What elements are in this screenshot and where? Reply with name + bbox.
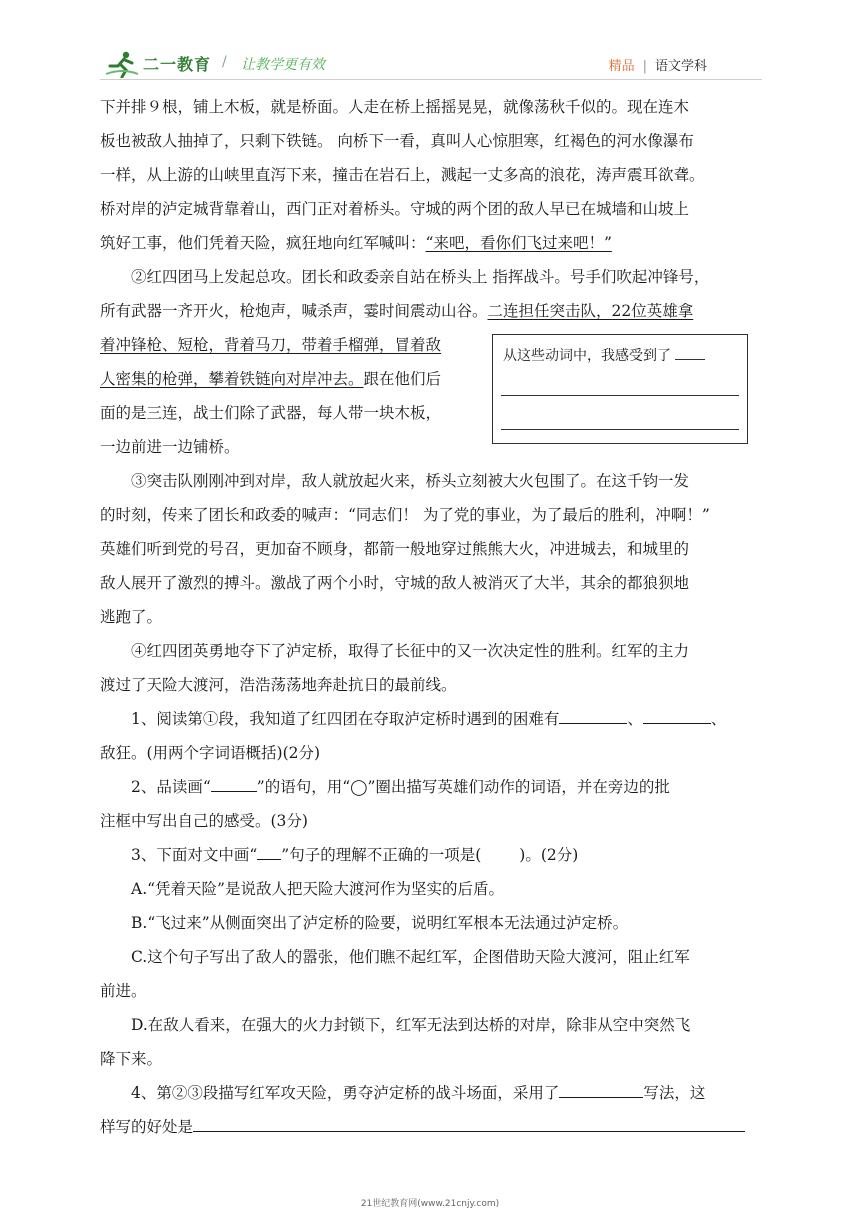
underline-sample (211, 777, 257, 792)
question-text: )。(2分) (519, 846, 579, 864)
text-segment: 所有武器一齐开火，枪炮声，喊杀声，霎时间震动山谷。 (100, 302, 488, 320)
question-4 (100, 1076, 762, 1110)
header-rule (100, 79, 762, 80)
text-line: 一样，从上游的山峡里直泻下来，撞击在岩石上，溅起一丈多高的浪花，涛声震耳欲聋。 (100, 166, 705, 184)
text-segment: 筑好工事，他们凭着天险，疯狂地向红军喊叫： (100, 234, 426, 252)
document-body (100, 90, 762, 1144)
page-footer: 21世纪教育网(www.21cnjy.com) (360, 1199, 500, 1209)
annotation-write-line[interactable] (501, 395, 739, 396)
question-3 (100, 838, 762, 872)
subject-label: 语文学科 (654, 59, 707, 74)
logo-text: 二一教育 (143, 55, 212, 74)
annotation-label: 从这些动词中，我感受到了 (503, 348, 671, 364)
separator: 、 (627, 710, 643, 728)
answer-blank[interactable] (643, 709, 711, 724)
text-line (100, 328, 480, 362)
text-line: 逃跑了。 (100, 608, 163, 626)
question-text: 写法，这 (643, 1084, 706, 1102)
question-text: 敌狂。(用两个字词语概括)(2分) (100, 744, 321, 762)
text-line (100, 294, 762, 328)
text-line: 的时刻，传来了团长和政委的喊声：“同志们！ 为了党的事业，为了最后的胜利，冲啊！” (100, 506, 710, 524)
question-2 (100, 770, 762, 804)
question-text: 样写的好处是 (100, 1118, 194, 1136)
text-line: 一边前进一边铺桥。 (100, 438, 240, 456)
text-line: ③突击队刚刚冲到对岸，敌人就放起火来，桥头立刻被大火包围了。在这千钧一发 (131, 472, 690, 490)
annotation-blank[interactable] (675, 347, 705, 360)
text-line: ②红四团马上发起总攻。团长和政委亲自站在桥头上 指挥战斗。号手们吹起冲锋号， (131, 268, 710, 286)
paragraph-3 (100, 464, 762, 634)
option-c[interactable]: C.这个句子写出了敌人的嚣张，他们瞧不起红军，企图借助天险大渡河，阻止红军 (131, 948, 690, 966)
text-line: 英雄们听到党的号召，更加奋不顾身，都箭一般地穿过熊熊大火，冲进城去，和城里的 (100, 540, 690, 558)
text-line: ④红四团英勇地夺下了泸定桥，取得了长征中的又一次决定性的胜利。红军的主力 (131, 642, 690, 660)
text-line: 桥对岸的泸定城背靠着山，西门正对着桥头。守城的两个团的敌人早已在城墙和山坡上 (100, 200, 690, 218)
annotated-block (100, 328, 762, 464)
question-text: 1、阅读第①段，我知道了红四团在夺取泸定桥时遇到的困难有 (131, 710, 560, 728)
header-divider: | (642, 59, 647, 74)
underline-sample (257, 845, 281, 860)
slogan: 让教学更有效 (241, 57, 325, 73)
page-header (0, 0, 860, 88)
text-line (100, 226, 762, 260)
option-b[interactable]: B.“飞过来”从侧面突出了泸定桥的险要，说明红军根本无法通过泸定桥。 (131, 914, 629, 932)
underlined-quote: “来吧，看你们飞过来吧！” (425, 234, 612, 252)
paragraph-1 (100, 90, 762, 260)
answer-blank[interactable] (193, 1117, 745, 1132)
question-1 (100, 702, 762, 736)
question-4-cont (100, 1110, 762, 1144)
text-segment: 跟在他们后 (363, 370, 442, 388)
runner-logo-icon (104, 50, 140, 78)
text-line: 板也被敌人抽掉了，只剩下铁链。 向桥下一看，真叫人心惊胆寒，红褐色的河水像瀑布 (100, 132, 694, 150)
question-text: ”句子的理解不正确的一项是( (281, 846, 482, 864)
paragraph-2 (100, 260, 762, 464)
question-text: 2、品读画“ (131, 778, 211, 796)
slogan-separator: / (222, 54, 227, 70)
annotation-prompt (503, 345, 737, 367)
paragraph-4 (100, 634, 762, 702)
answer-blank[interactable] (559, 709, 627, 724)
separator: 、 (710, 710, 727, 728)
answer-blank[interactable] (559, 1083, 643, 1098)
option-c-cont: 前进。 (100, 982, 147, 1000)
question-text: ”的语句，用“◯”圈出描写英雄们动作的词语，并在旁边的批 (256, 778, 670, 796)
text-line: 面的是三连，战士们除了武器，每人带一块木板， (100, 404, 442, 422)
question-text: 3、下面对文中画“ (131, 846, 258, 864)
underlined-sentence: 人密集的枪弹，攀着铁链向对岸冲去。 (100, 370, 364, 388)
question-text: 注框中写出自己的感受。(3分) (100, 812, 308, 830)
option-d-cont: 降下来。 (100, 1050, 163, 1068)
underlined-sentence: 着冲锋枪、短枪，背着马刀，带着手榴弹，冒着敌 (100, 336, 442, 354)
quality-label: 精品 (608, 59, 635, 74)
annotation-write-line[interactable] (501, 429, 739, 430)
question-text: 4、第②③段描写红军攻天险，勇夺泸定桥的战斗场面，采用了 (131, 1084, 560, 1102)
questions (100, 702, 762, 1144)
text-line: 敌人展开了激烈的搏斗。激战了两个小时，守城的敌人被消灭了大半，其余的都狼狈地 (100, 574, 690, 592)
text-line: 下并排９根，铺上木板，就是桥面。人走在桥上摇摇晃晃，就像荡秋千似的。现在连木 (100, 98, 690, 116)
text-line: 渡过了天险大渡河，浩浩荡荡地奔赴抗日的最前线。 (100, 676, 457, 694)
header-subject-area (609, 55, 707, 74)
annotation-box[interactable] (492, 334, 748, 444)
option-d[interactable]: D.在敌人看来，在强大的火力封锁下，红军无法到达桥的对岸，除非从空中突然飞 (131, 1016, 691, 1034)
text-line (100, 362, 480, 396)
option-a[interactable]: A.“凭着天险”是说敌人把天险大渡河作为坚实的后盾。 (131, 880, 504, 898)
underlined-sentence: 二连担任突击队，22位英雄拿 (487, 302, 694, 320)
wrapped-text (100, 328, 480, 464)
